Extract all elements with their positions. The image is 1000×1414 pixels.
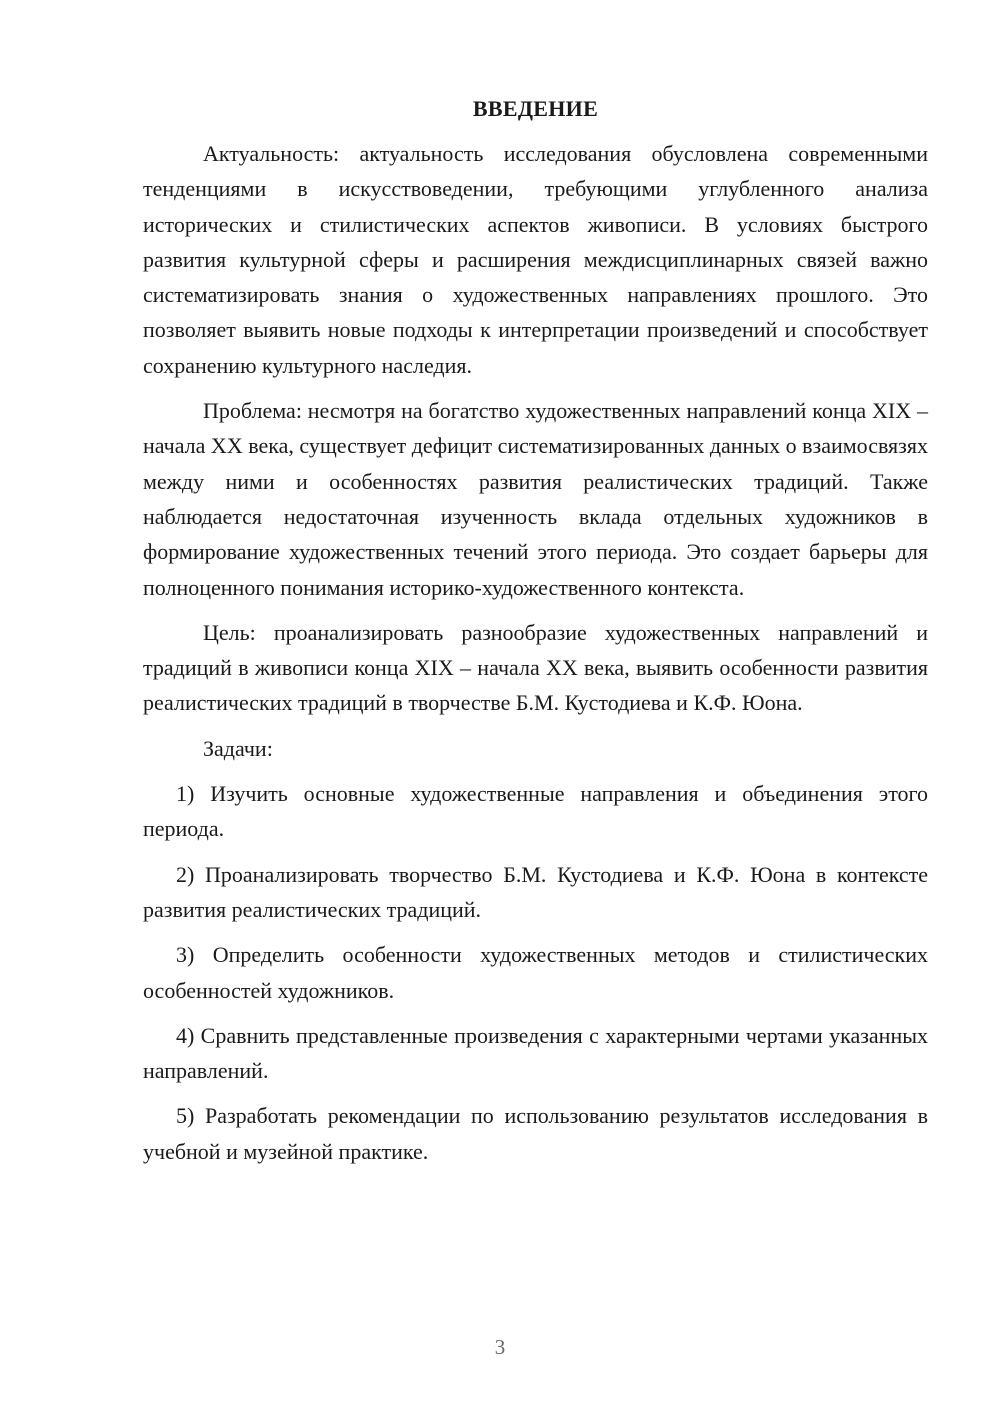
- paragraph-problem: Проблема: несмотря на богатство художественных направлений конца XIX – начала XX века, существует дефицит систематизированных данных о взаимосвязях между ними и особенностях развития реалистических традиций. Также наблюдается недостаточная изученность вклада отдельных художников в формирование художественных течений этого периода. Это создает барьеры для полноценного понимания историко-художественного контекста.: [143, 398, 928, 600]
- task-item: 5) Разработать рекомендации по использованию результатов исследования в учебной и музейной практике.: [143, 1103, 928, 1164]
- page-content: [143, 94, 928, 1179]
- task-item: 2) Проанализировать творчество Б.М. Кустодиева и К.Ф. Юона в контексте развития реалистических традиций.: [143, 861, 928, 922]
- task-item: 1) Изучить основные художественные направления и объединения этого периода.: [143, 781, 928, 842]
- task-item: 4) Сравнить представленные произведения с характерными чертами указанных направлений.: [143, 1022, 928, 1084]
- paragraph-relevance: Актуальность: актуальность исследования обусловлена современными тенденциями в искусствоведении, требующими углубленного анализа исторических и стилистических аспектов живописи. В условиях быстрого развития культурной сферы и расширения междисциплинарных связей важно систематизировать знания о художественных направлениях прошлого. Это позволяет выявить новые подходы к интерпретации произведений и способствует сохранению культурного наследия.: [143, 141, 928, 378]
- tasks-heading: Задачи:: [203, 735, 273, 761]
- section-title: ВВЕДЕНИЕ: [472, 96, 599, 121]
- paragraph-goal: Цель: проанализировать разнообразие художественных направлений и традиций в живописи конца XIX – начала XX века, выявить особенности развития реалистических традиций в творчестве Б.М. Кустодиева и К.Ф. Юона.: [143, 619, 928, 716]
- task-item: 3) Определить особенности художественных методов и стилистических особенностей художников.: [143, 942, 928, 1003]
- page-number: 3: [494, 1335, 506, 1359]
